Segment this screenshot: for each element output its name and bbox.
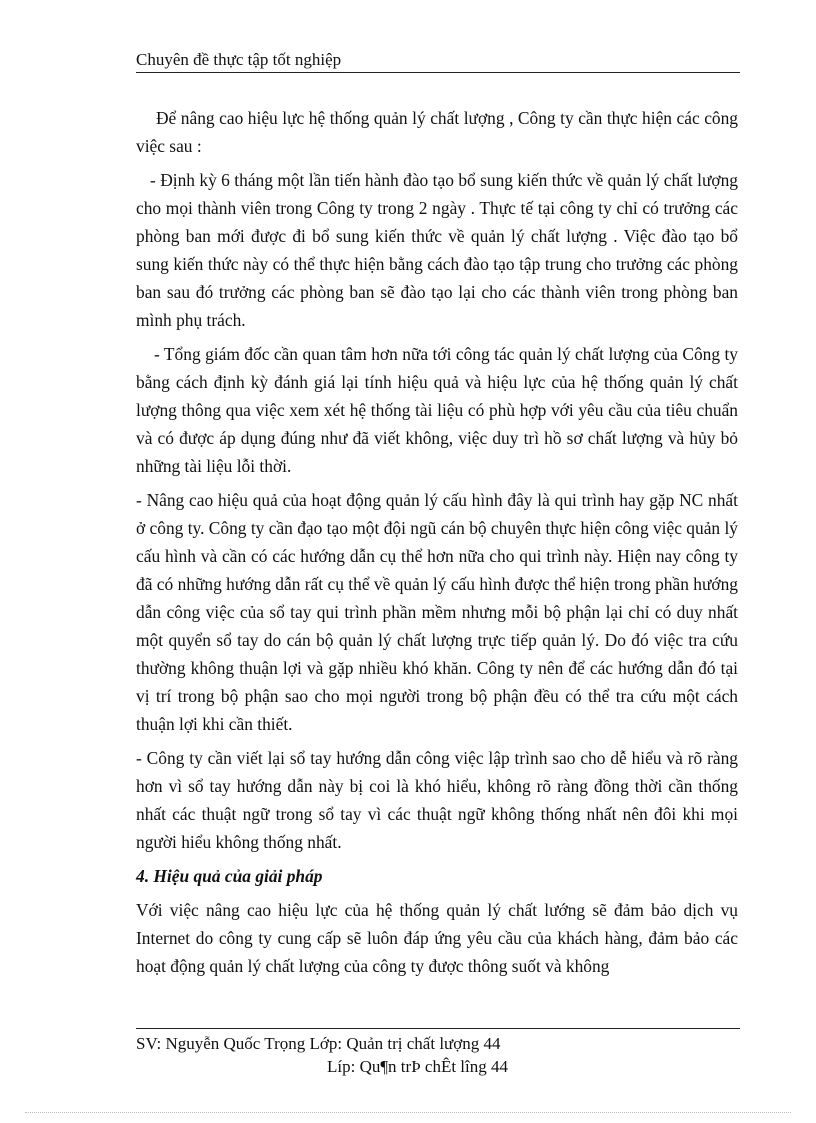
paragraph-training: - Định kỳ 6 tháng một lần tiến hành đào tạo bổ sung kiến thức về quản lý chất lượng cho mọi thành viên trong Công ty trong 2 ngày . Thực tế tại công ty chỉ có trưởng các phòng ban mới được đi bổ sung kiến thức về quản lý chất lượng . Việc đào tạo bổ sung kiến thức này có thể thực hiện bằng cách đào tạo tập trung cho trưởng các phòng ban sau đó trưởng các phòng ban sẽ đào tạo lại cho các thành viên trong phòng ban mình phụ trách.	[136, 170, 738, 330]
paragraph-director: - Tổng giám đốc cần quan tâm hơn nữa tới công tác quản lý chất lượng của Công ty bằng cách định kỳ đánh giá lại tính hiệu quả và hiệu lực của hệ thống quản lý chất lượng thông qua việc xem xét hệ thống tài liệu có phù hợp với yêu cầu của tiêu chuẩn và có được áp dụng đúng như đã viết không, việc duy trì hồ sơ chất lượng và hủy bỏ những tài liệu lỗi thời.	[136, 344, 738, 476]
paragraph-intro: Để nâng cao hiệu lực hệ thống quản lý chất lượng , Công ty cần thực hiện các công việc sau :	[136, 108, 738, 156]
footer-class-line: Líp: Qu¶n trÞ chÊt lîng 44	[327, 1057, 508, 1076]
paragraph-configuration: - Nâng cao hiệu quả của hoạt động quản lý cấu hình đây là qui trình hay gặp NC nhất ở công ty. Công ty cần đạo tạo một đội ngũ cán bộ chuyên thực hiện công việc quản lý cấu hình và cần có các hướng dẫn cụ thể hơn nữa cho qui trình này. Hiện nay công ty đã có những hướng dẫn rất cụ thể về quản lý cấu hình được thể hiện trong phần hướng dẫn công việc của sổ tay qui trình phần mềm nhưng mỗi bộ phận lại chỉ có duy nhất một quyển sổ tay do cán bộ quản lý chất lượng trực tiếp quản lý. Do đó việc tra cứu thường không thuận lợi và gặp nhiều khó khăn. Công ty nên để các hướng dẫn đó tại vị trí trong bộ phận sao cho mọi người trong bộ phận đều có thể tra cứu một cách thuận lợi khi cần thiết.	[136, 490, 738, 734]
page-bottom-edge	[25, 1112, 791, 1113]
footer-divider	[136, 1028, 740, 1029]
document-body	[136, 104, 738, 986]
page-header: Chuyên đề thực tập tốt nghiệp	[136, 50, 342, 69]
paragraph-effectiveness: Với việc nâng cao hiệu lực của hệ thống quản lý chất lướng sẽ đảm bảo dịch vụ Internet do công ty cung cấp sẽ luôn đáp ứng yêu cầu của khách hàng, đảm bảo các hoạt động quản lý chất lượng của công ty được thông suốt và không	[136, 900, 738, 976]
footer-student-line: SV: Nguyễn Quốc Trọng Lớp: Quản trị chất lượng 44	[136, 1034, 501, 1053]
section-heading: 4. Hiệu quả của giải pháp	[136, 866, 323, 886]
header-divider	[136, 72, 740, 73]
paragraph-handbook: - Công ty cần viết lại sổ tay hướng dẫn công việc lập trình sao cho dễ hiểu và rõ ràng hơn vì sổ tay hướng dẫn này bị coi là khó hiểu, không rõ ràng đồng thời cần thống nhất các thuật ngữ trong sổ tay vì các thuật ngữ không thống nhất nên đôi khi mọi người hiểu không thống nhất.	[136, 748, 738, 852]
